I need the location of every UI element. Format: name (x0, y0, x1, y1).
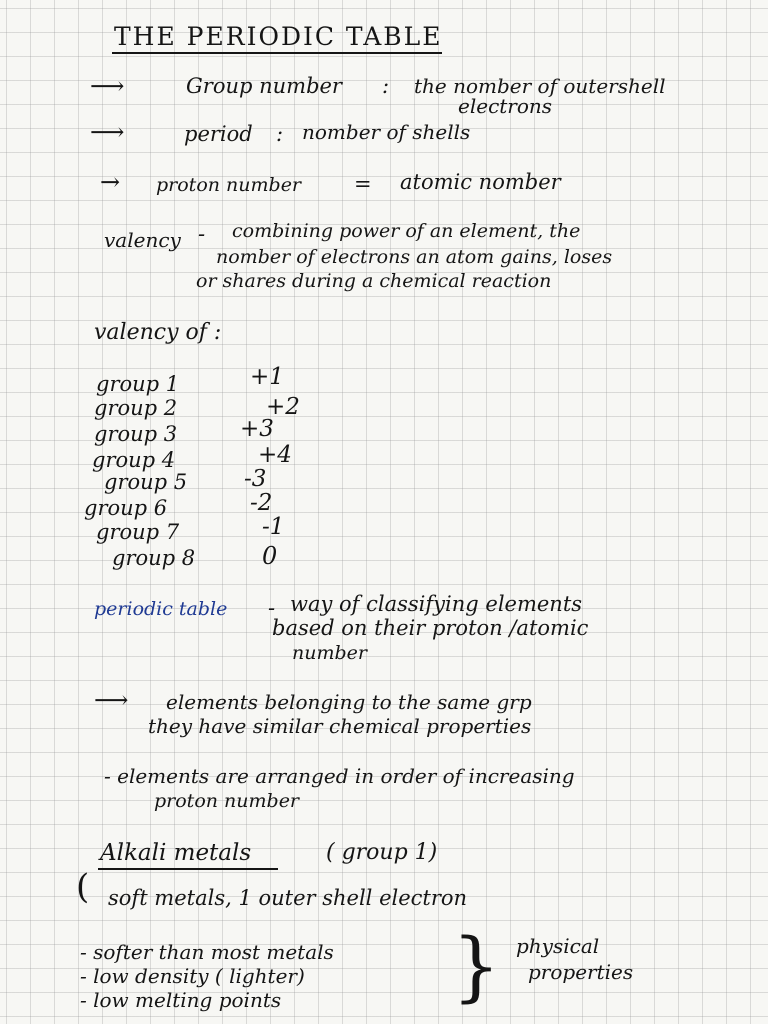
alkali-underline (98, 868, 278, 870)
valency-term: valency (104, 228, 181, 252)
valency-value: +1 (250, 364, 284, 390)
proton-number-text: atomic nomber (400, 170, 561, 194)
group-number-label: Group number (186, 74, 342, 98)
curly-brace-icon: } (452, 921, 501, 1010)
group-label: group 5 (104, 470, 188, 494)
alkali-heading: Alkali metals (100, 840, 252, 866)
group-number-sep: : (382, 74, 390, 98)
bracket-icon: ( (76, 867, 90, 907)
period-label: period (184, 122, 253, 146)
proton-number-label: proton number (156, 174, 302, 196)
period-text: nomber of shells (302, 120, 471, 144)
note-line: elements belonging to the same grp (166, 690, 532, 714)
arrow-icon: ⟶ (90, 72, 125, 100)
group-label: group 6 (84, 496, 168, 520)
page-title: THE PERIODIC TABLE (114, 22, 443, 51)
valency-value: +4 (258, 442, 292, 468)
group-number-text-cont: electrons (458, 94, 553, 118)
valency-def-line: nomber of electrons an atom gains, loses (216, 246, 613, 268)
valency-value: -2 (250, 490, 273, 516)
periodic-table-def-line: based on their proton /atomic (272, 616, 589, 640)
valency-def-line: or shares during a chemical reaction (196, 270, 552, 292)
periodic-table-dash: - (268, 596, 276, 620)
periodic-table-term: periodic table (94, 598, 228, 620)
alkali-group: ( group 1) (326, 840, 438, 865)
prop-label: physical (516, 934, 600, 958)
property-line: - low melting points (80, 988, 282, 1012)
group-label: group 3 (94, 422, 178, 446)
note-line: proton number (154, 790, 300, 812)
note-line: - elements are arranged in order of increasing (104, 764, 575, 788)
proton-number-sep: = (354, 172, 372, 196)
periodic-table-def-line: way of classifying elements (290, 592, 583, 616)
group-label: group 2 (94, 396, 178, 420)
title-underline (112, 52, 442, 54)
arrow-icon: ⟶ (90, 118, 125, 146)
property-line: - softer than most metals (80, 940, 334, 964)
group-label: group 1 (96, 372, 180, 396)
arrow-icon: ⟶ (94, 686, 129, 714)
valency-value: +3 (240, 416, 274, 442)
group-label: group 4 (92, 448, 176, 472)
period-sep: : (276, 122, 284, 146)
group-number-text: the nomber of outershell (414, 74, 666, 98)
valency-value: +2 (266, 394, 300, 420)
property-line: - low density ( lighter) (80, 964, 305, 988)
valency-dash: - (198, 222, 206, 246)
alkali-line: soft metals, 1 outer shell electron (108, 886, 468, 910)
valency-value: -3 (244, 466, 267, 492)
group-label: group 8 (112, 546, 196, 570)
valency-of-heading: valency of : (94, 320, 222, 345)
valency-value: 0 (262, 542, 278, 570)
valency-value: -1 (262, 514, 285, 540)
note-line: they have similar chemical properties (148, 714, 532, 738)
prop-label: properties (528, 960, 634, 984)
arrow-icon: → (100, 168, 121, 196)
valency-def-line: combining power of an element, the (232, 220, 581, 242)
periodic-table-def-line: number (292, 642, 367, 664)
group-label: group 7 (96, 520, 180, 544)
